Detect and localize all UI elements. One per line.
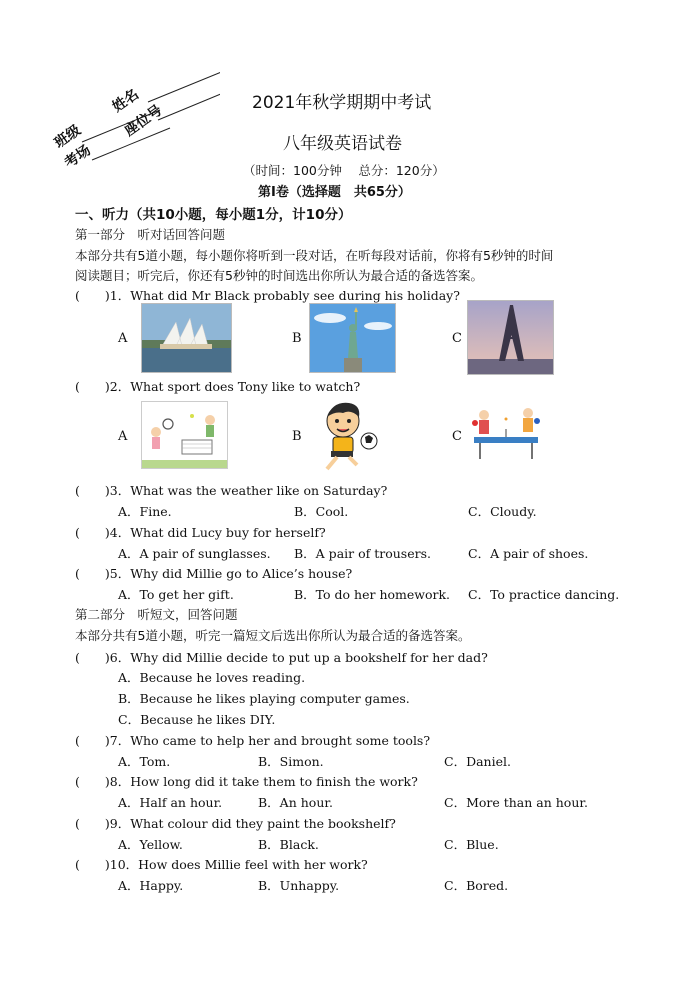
q6-option-a: A．Because he loves reading. (118, 670, 306, 685)
q8-option-c: C．More than an hour. (444, 795, 588, 810)
q2-option-c: C (452, 429, 462, 444)
part2-title: 第二部分 听短文，回答问题 (75, 607, 238, 622)
q4-option-b: B．A pair of trousers. (294, 546, 431, 561)
exam-subtitle: 八年级英语试卷 (283, 134, 402, 154)
q6-option-c: C．Because he likes DIY. (118, 712, 276, 727)
q8-option-a: A．Half an hour. (118, 795, 223, 810)
part2-intro: 本部分共有5道小题，听完一篇短文后选出你所认为最合适的备选答案。 (75, 628, 471, 643)
q3-stem: ( )3．What was the weather like on Saturday? (75, 483, 388, 498)
q5-option-c: C．To practice dancing. (468, 587, 620, 602)
football-boy-image (313, 399, 379, 473)
exam-title: 2021年秋学期期中考试 (252, 93, 432, 113)
q3-option-c: C．Cloudy. (468, 504, 537, 519)
q9-option-a: A．Yellow. (118, 837, 183, 852)
q8-stem: ( )8．How long did it take them to finish the work? (75, 774, 418, 789)
q1-option-a: A (118, 331, 128, 346)
q5-option-a: A．To get her gift. (118, 587, 234, 602)
q4-stem: ( )4．What did Lucy buy for herself? (75, 525, 326, 540)
stamp-class-label: 班级 (51, 122, 84, 152)
stamp-room-label: 考场 (61, 142, 94, 172)
q10-option-b: B．Unhappy. (258, 878, 340, 893)
part1-title: 第一部分 听对话回答问题 (75, 227, 226, 242)
q9-stem: ( )9．What colour did they paint the bookshelf? (75, 816, 396, 831)
q6-option-b: B．Because he likes playing computer games. (118, 691, 410, 706)
stamp-name-label: 姓名 (109, 86, 142, 116)
q3-option-b: B．Cool. (294, 504, 349, 519)
q7-option-b: B．Simon. (258, 754, 324, 769)
q1-option-b: B (292, 331, 302, 346)
part1-intro-line2: 阅读题目；听完后，你还有5秒钟的时间选出你所认为最合适的备选答案。 (75, 268, 483, 283)
part1-intro-line1: 本部分共有5道小题，每小题你将听到一段对话，在听每段对话前，你将有5秒钟的时间 (75, 248, 554, 263)
q7-stem: ( )7．Who came to help her and brought some tools? (75, 733, 431, 748)
eiffel-tower-image (467, 300, 554, 375)
statue-of-liberty-image (309, 303, 396, 373)
q10-option-a: A．Happy. (118, 878, 184, 893)
opera-house-image (141, 303, 232, 373)
stamp-seat-label: 座位号 (121, 102, 166, 140)
q2-option-a: A (118, 429, 128, 444)
q1-stem: ( )1．What did Mr Black probably see during his holiday? (75, 288, 460, 303)
q7-option-a: A．Tom. (118, 754, 171, 769)
q8-option-b: B．An hour. (258, 795, 333, 810)
volume-title: 第I卷（选择题 共65分） (258, 185, 411, 200)
q7-option-c: C．Daniel. (444, 754, 511, 769)
q4-option-c: C．A pair of shoes. (468, 546, 589, 561)
section-heading: 一、听力（共10小题，每小题1分，计10分） (75, 207, 352, 223)
table-tennis-image (470, 403, 542, 463)
q4-option-a: A．A pair of sunglasses. (118, 546, 271, 561)
q2-stem: ( )2．What sport does Tony like to watch? (75, 379, 361, 394)
q9-option-c: C．Blue. (444, 837, 499, 852)
q10-option-c: C．Bored. (444, 878, 509, 893)
q5-option-b: B．To do her homework. (294, 587, 451, 602)
q10-stem: ( )10．How does Millie feel with her work? (75, 857, 368, 872)
q6-stem: ( )6．Why did Millie decide to put up a bookshelf for her dad? (75, 650, 488, 665)
q1-option-c: C (452, 331, 462, 346)
q5-stem: ( )5．Why did Millie go to Alice’s house? (75, 566, 353, 581)
q2-option-b: B (292, 429, 302, 444)
q3-option-a: A．Fine. (118, 504, 172, 519)
q9-option-b: B．Black. (258, 837, 319, 852)
exam-meta: （时间：100分钟 总分：120分） (243, 163, 445, 178)
tennis-image (141, 401, 228, 469)
